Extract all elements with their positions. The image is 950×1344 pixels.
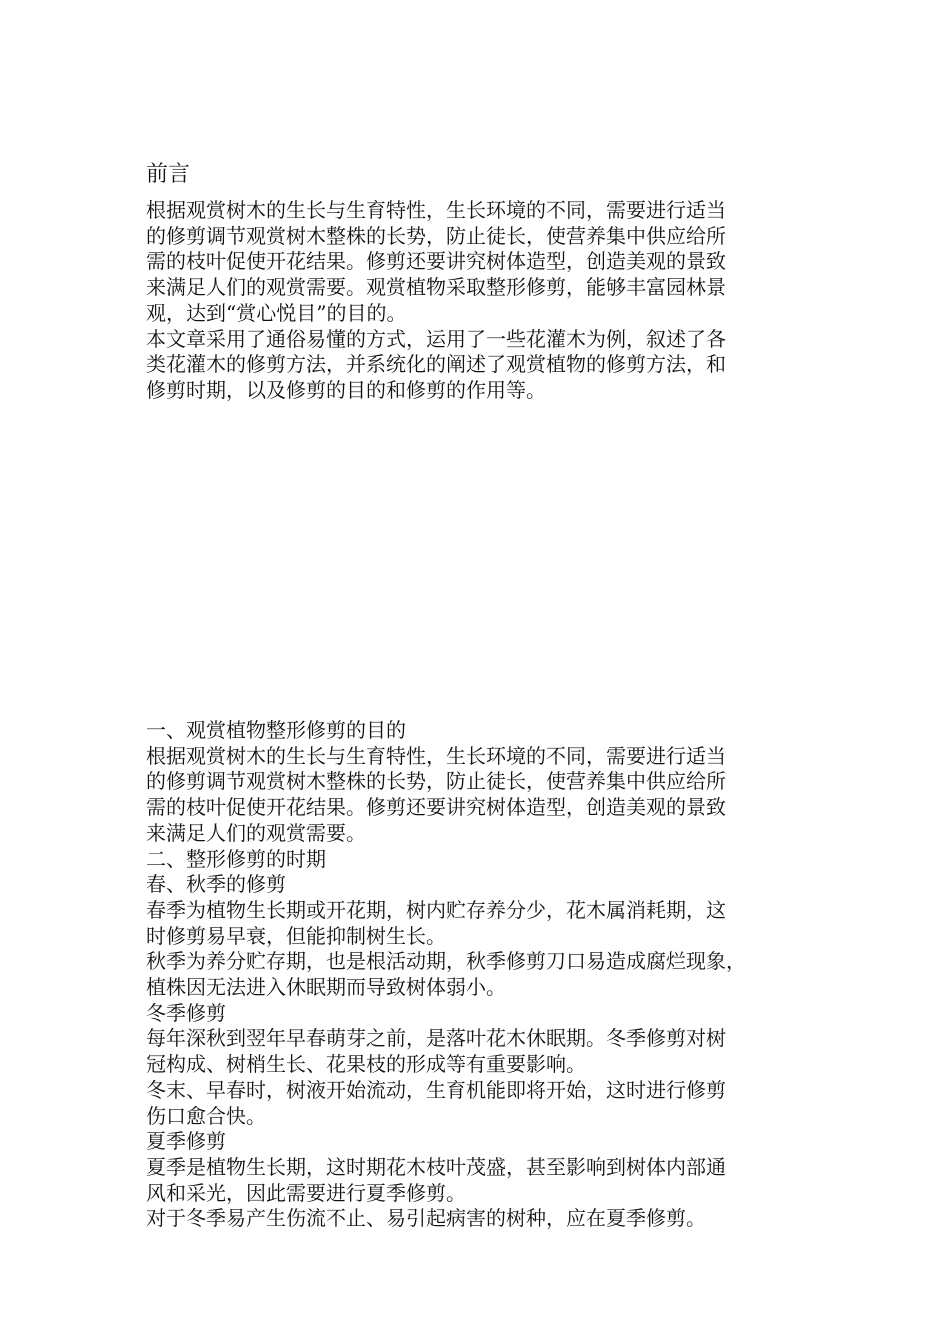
text-line: 修剪时期，以及修剪的目的和修剪的作用等。 — [146, 377, 546, 402]
text-line: 来满足人们的观赏需要。 — [146, 820, 366, 845]
text-line: 夏季是植物生长期，这时期花木枝叶茂盛，甚至影响到树体内部通 — [146, 1154, 726, 1179]
text-line: 本文章采用了通俗易懂的方式，运用了一些花灌木为例，叙述了各 — [146, 326, 726, 351]
text-line: 根据观赏树木的生长与生育特性，生长环境的不同，需要进行适当 — [146, 198, 726, 222]
section-heading-timing: 二、整形修剪的时期 — [146, 846, 326, 871]
preface-title: 前言 — [146, 162, 191, 187]
subheading-spring-autumn: 春、秋季的修剪 — [146, 872, 286, 897]
text-line: 类花灌木的修剪方法，并系统化的阐述了观赏植物的修剪方法，和 — [146, 352, 726, 377]
text-line: 秋季为养分贮存期，也是根活动期，秋季修剪刀口易造成腐烂现象， — [146, 949, 746, 974]
text-line: 植株因无法进入休眠期而导致树体弱小。 — [146, 975, 506, 1000]
text-line: 春季为植物生长期或开花期，树内贮存养分少，花木属消耗期，这 — [146, 897, 726, 922]
section-heading-purpose: 一、观赏植物整形修剪的目的 — [146, 718, 406, 742]
text-line: 冬末、早春时，树液开始流动，生育机能即将开始，这时进行修剪 — [146, 1077, 726, 1102]
text-line: 根据观赏树木的生长与生育特性，生长环境的不同，需要进行适当 — [146, 743, 726, 768]
text-line: 需的枝叶促使开花结果。修剪还要讲究树体造型，创造美观的景致 — [146, 249, 726, 274]
text-line: 每年深秋到翌年早春萌芽之前，是落叶花木休眠期。冬季修剪对树 — [146, 1026, 726, 1051]
subheading-winter: 冬季修剪 — [146, 1000, 226, 1025]
text-line: 风和采光，因此需要进行夏季修剪。 — [146, 1180, 466, 1205]
preface-text — [146, 198, 818, 404]
subheading-summer: 夏季修剪 — [146, 1129, 226, 1154]
text-line: 对于冬季易产生伤流不止、易引起病害的树种，应在夏季修剪。 — [146, 1206, 706, 1231]
text-line: 的修剪调节观赏树木整株的长势，防止徒长，使营养集中供应给所 — [146, 223, 726, 248]
text-line: 的修剪调节观赏树木整株的长势，防止徒长，使营养集中供应给所 — [146, 769, 726, 794]
text-line: 时修剪易早衰，但能抑制树生长。 — [146, 923, 446, 948]
text-line: 来满足人们的观赏需要。观赏植物采取整形修剪，能够丰富园林景 — [146, 275, 726, 300]
body-text — [146, 718, 818, 1232]
text-line: 冠构成、树梢生长、花果枝的形成等有重要影响。 — [146, 1052, 586, 1077]
text-line: 需的枝叶促使开花结果。修剪还要讲究树体造型，创造美观的景致 — [146, 795, 726, 820]
text-line: 观，达到“赏心悦目”的目的。 — [146, 300, 407, 325]
text-line: 伤口愈合快。 — [146, 1103, 266, 1128]
